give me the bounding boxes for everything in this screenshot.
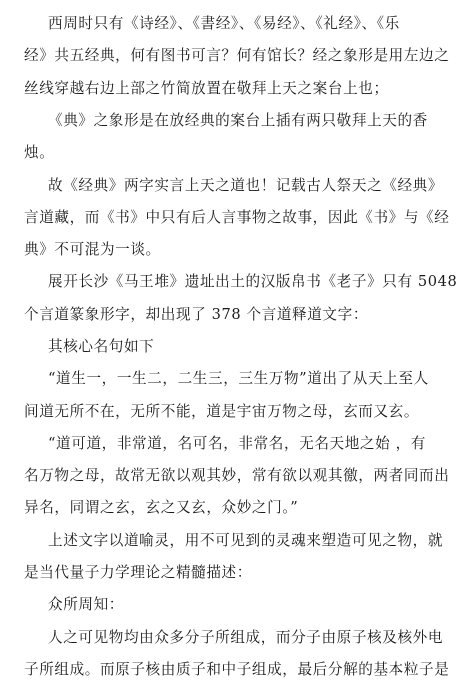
paragraph-1-line-1: 西周时只有《诗经》、《書经》、《易经》、《礼经》、《乐 [48,15,400,32]
paragraph-2-line-2: 烛。 [24,144,55,161]
paragraph-4-line-1: 展开长沙《马王堆》遗址出土的汉版帛书《老子》只有 5048 [48,273,458,290]
paragraph-9-line-1: 众所周知： [48,596,124,613]
paragraph-7-line-1: “道可道，非常道，名可名，非常名，无名天地之始 ，有 [48,435,426,452]
paragraph-3-line-1: 故《经典》两字实言上天之道也！记载古人祭天之《经典》 [48,177,444,194]
paragraph-8-line-1: 上述文字以道喻灵，用不可见到的灵魂来塑造可见之物，就 [48,532,444,549]
paragraph-3-line-3: 典》不可混为一谈。 [24,241,161,258]
paragraph-7-line-3: 异名，同谓之玄，玄之又玄，众妙之门。” [24,499,299,516]
paragraph-2-line-1: 《典》之象形是在放经典的案台上插有两只敬拜上天的香 [48,112,428,129]
paragraph-10-line-2: 子所组成。而原子核由质子和中子组成，最后分解的基本粒子是 [24,661,450,678]
paragraph-10-line-1: 人之可见物均由众多分子所组成，而分子由原子核及核外电 [48,629,444,646]
paragraph-1-line-3: 丝线穿越右边上部之竹简放置在敬拜上天之案台上也； [24,80,389,97]
paragraph-1-line-2: 经》共五经典，何有图书可言？何有馆长？经之象形是用左边之 [24,47,450,64]
paragraph-8-line-2: 是当代量子力学理论之精髓描述： [24,564,252,581]
paragraph-7-line-2: 名万物之母，故常无欲以观其妙，常有欲以观其徼，两者同而出 [24,467,450,484]
paragraph-5-line-1: 其核心名句如下 [48,338,155,355]
paragraph-6-line-2: 间道无所不在，无所不能，道是宇宙万物之母，玄而又玄。 [24,403,420,420]
paragraph-6-line-1: “道生一，一生二，二生三，三生万物”道出了从天上至人 [48,370,429,387]
paragraph-4-line-2: 个言道篆象形字，却出现了 378 个言道释道文字： [24,306,369,323]
paragraph-3-line-2: 言道藏，而《书》中只有后人言事物之故事，因此《书》与《经 [24,209,450,226]
